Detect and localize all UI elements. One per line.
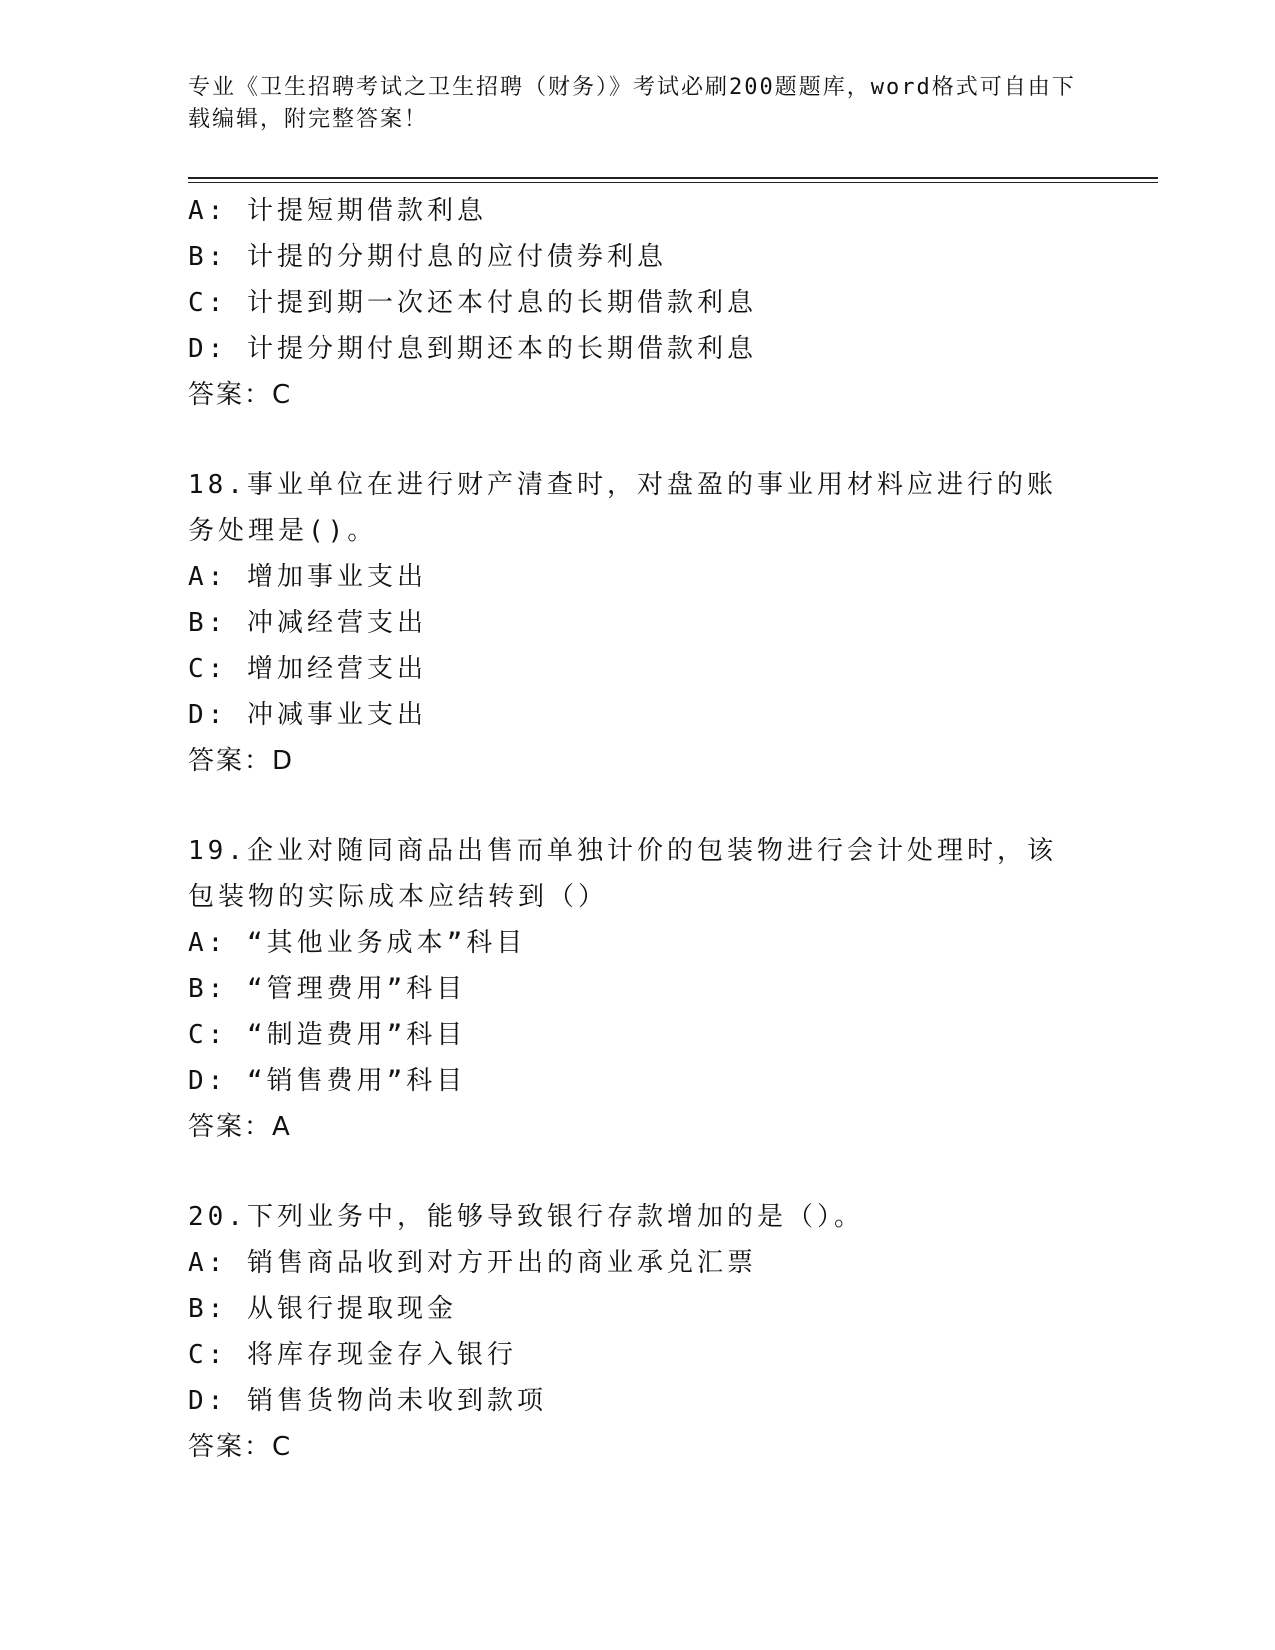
option-c: C: “制造费用”科目 (188, 1020, 467, 1050)
answer-line: 答案：D (188, 746, 295, 776)
question-19 (188, 828, 1088, 1150)
question-text: 20.下列业务中，能够导致银行存款增加的是（）。 (188, 1202, 864, 1232)
question-18 (188, 462, 1088, 784)
answer-line: 答案：A (188, 1112, 292, 1142)
question-text: 18.事业单位在进行财产清查时，对盘盈的事业用材料应进行的账务处理是()。 (188, 470, 1057, 546)
option-b: B: 从银行提取现金 (188, 1294, 457, 1324)
option-d: D: “销售费用”科目 (188, 1066, 467, 1096)
question-list (188, 188, 1088, 1470)
option-a: A: 增加事业支出 (188, 562, 427, 592)
option-d: D: 销售货物尚未收到款项 (188, 1386, 547, 1416)
option-a: A: 销售商品收到对方开出的商业承兑汇票 (188, 1248, 757, 1278)
option-c: C: 增加经营支出 (188, 654, 427, 684)
option-c: C: 计提到期一次还本付息的长期借款利息 (188, 288, 757, 318)
answer-line: 答案：C (188, 380, 293, 410)
document-header: 专业《卫生招聘考试之卫生招聘（财务）》考试必刷200题题库，word格式可自由下载编辑，附完整答案！ (188, 75, 1076, 132)
spacer (188, 418, 1088, 462)
option-b: B: “管理费用”科目 (188, 974, 467, 1004)
answer-line: 答案：C (188, 1432, 293, 1462)
header-divider-thick (188, 177, 1158, 179)
option-a: A: 计提短期借款利息 (188, 196, 487, 226)
option-b: B: 计提的分期付息的应付债券利息 (188, 242, 667, 272)
option-d: D: 冲减事业支出 (188, 700, 427, 730)
option-b: B: 冲减经营支出 (188, 608, 427, 638)
question-17-partial (188, 188, 1088, 418)
option-a: A: “其他业务成本”科目 (188, 928, 527, 958)
question-20 (188, 1194, 1088, 1470)
header-divider-thin (188, 182, 1158, 183)
question-text: 19.企业对随同商品出售而单独计价的包装物进行会计处理时，该包装物的实际成本应结转到（） (188, 836, 1057, 912)
option-c: C: 将库存现金存入银行 (188, 1340, 517, 1370)
spacer (188, 784, 1088, 828)
spacer (188, 1150, 1088, 1194)
option-d: D: 计提分期付息到期还本的长期借款利息 (188, 334, 757, 364)
